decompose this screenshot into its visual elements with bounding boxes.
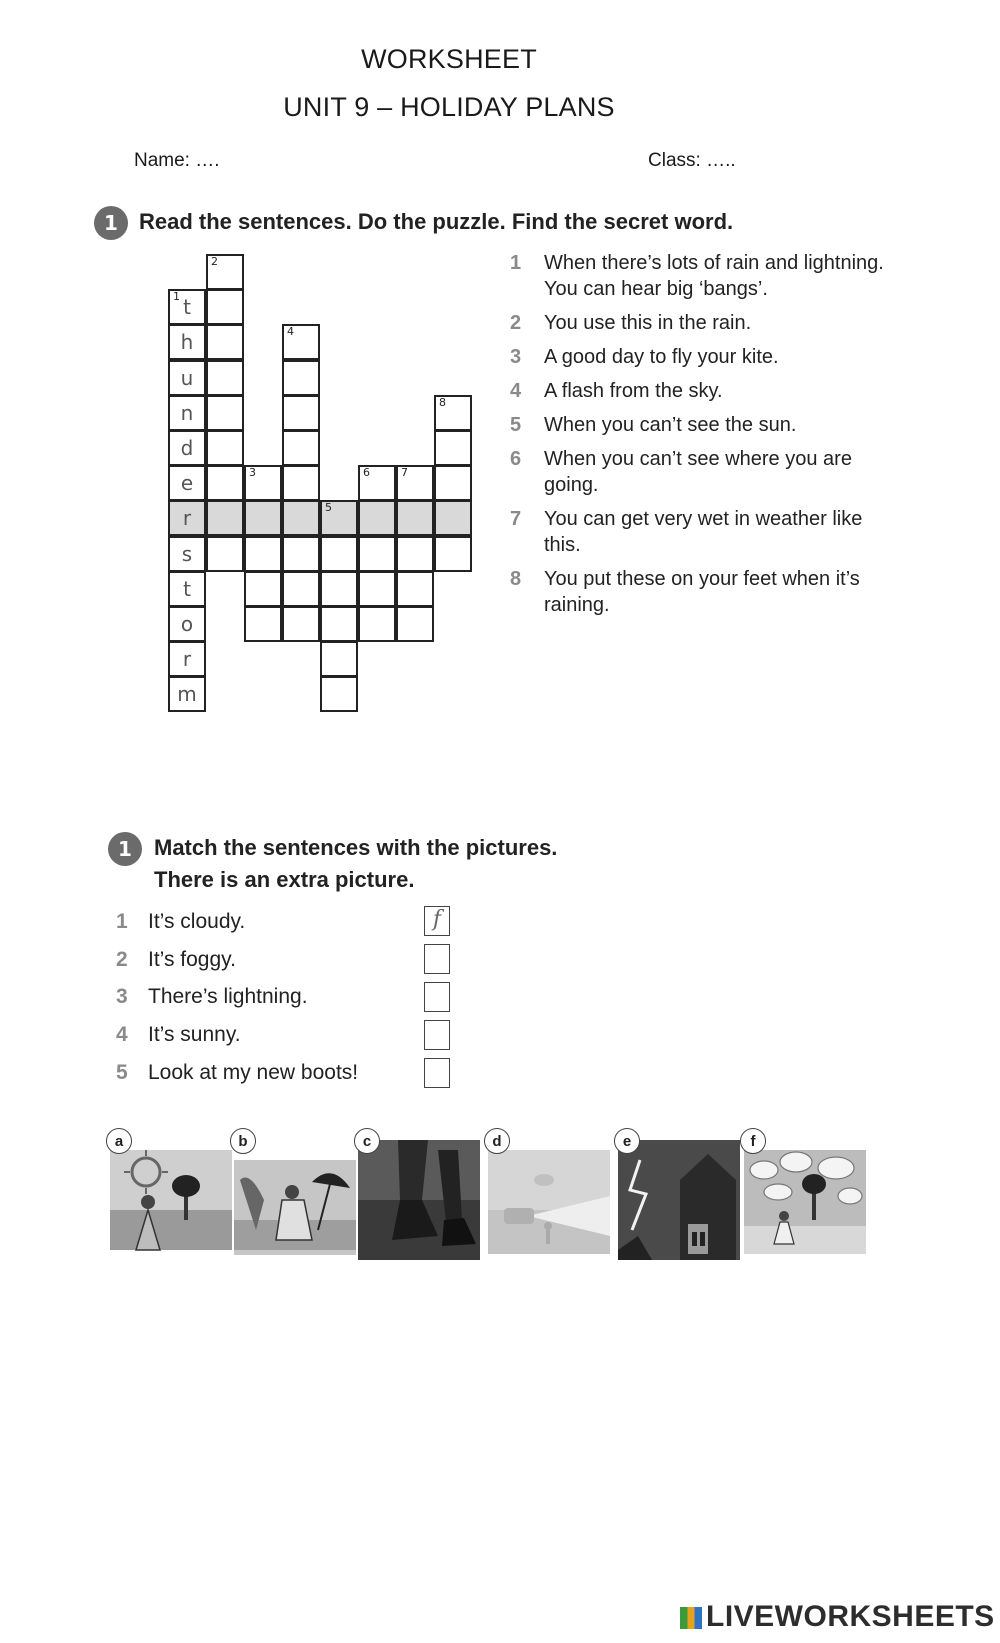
answer-box-3[interactable]: [424, 982, 450, 1012]
cell-letter: o: [180, 612, 194, 636]
class-field[interactable]: Class: …..: [648, 150, 736, 171]
clue-item: [510, 566, 890, 622]
clue-item: [510, 310, 890, 340]
logo-icon: [680, 1607, 702, 1629]
crossword-cell[interactable]: [320, 606, 358, 642]
clue-number: 2: [510, 312, 522, 334]
match-text: It’s cloudy.: [148, 910, 246, 933]
crossword-cell[interactable]: [168, 536, 206, 572]
match-number: 5: [116, 1061, 128, 1084]
crossword-cell[interactable]: [168, 676, 206, 712]
clue-item: [510, 412, 890, 442]
match-text: There’s lightning.: [148, 985, 308, 1008]
section2-number-badge: 1: [108, 832, 142, 866]
crossword-cell[interactable]: [206, 254, 244, 290]
crossword-cell[interactable]: [206, 360, 244, 396]
match-text: It’s sunny.: [148, 1023, 241, 1046]
name-field[interactable]: Name: ….: [134, 150, 220, 171]
crossword-cell[interactable]: [244, 536, 282, 572]
crossword-cell[interactable]: [282, 324, 320, 360]
clue-text: You put these on your feet when it’s raining.: [544, 568, 860, 616]
picture-d-foggy: [488, 1140, 610, 1260]
crossword-cell[interactable]: [396, 606, 434, 642]
logo-text: LIVEWORKSHEETS: [706, 1600, 995, 1633]
section1-instruction: Read the sentences. Do the puzzle. Find the secret word.: [139, 209, 734, 234]
crossword-cell[interactable]: [168, 289, 206, 325]
crossword-cell[interactable]: [358, 536, 396, 572]
clue-text: When you can’t see where you are going.: [544, 448, 852, 496]
clue-item: [510, 446, 890, 502]
section1-number-badge: 1: [94, 206, 128, 240]
clue-number: 3: [510, 346, 522, 368]
cell-clue-number: 8: [439, 395, 446, 409]
crossword-cell[interactable]: [168, 430, 206, 466]
crossword-cell[interactable]: [244, 500, 282, 536]
clue-item: [510, 378, 890, 408]
crossword-cell[interactable]: [396, 536, 434, 572]
match-number: 2: [116, 948, 128, 971]
match-number: 3: [116, 985, 128, 1008]
answer-box-2[interactable]: [424, 944, 450, 974]
cell-letter: h: [180, 330, 194, 355]
crossword-cell[interactable]: [168, 360, 206, 396]
crossword-cell[interactable]: [282, 430, 320, 466]
section2-instruction-line1: Match the sentences with the pictures.: [154, 835, 558, 860]
cell-clue-number: 6: [363, 466, 370, 480]
answer-box-1[interactable]: f: [424, 906, 450, 936]
crossword-cell[interactable]: [282, 500, 320, 536]
worksheet-title: WORKSHEET: [361, 44, 537, 74]
crossword-cell[interactable]: [168, 606, 206, 642]
crossword-cell[interactable]: [282, 536, 320, 572]
crossword-cell[interactable]: [358, 571, 396, 607]
cell-letter: e: [180, 471, 194, 496]
cell-letter: t: [183, 576, 191, 601]
cell-letter: t: [183, 295, 191, 320]
cell-letter: m: [177, 682, 197, 707]
crossword-cell[interactable]: [434, 500, 472, 536]
picture-e-lightning: [618, 1140, 740, 1260]
cell-letter: s: [181, 541, 193, 566]
picture-a-sunny: [110, 1140, 232, 1260]
picture-label-d: d: [484, 1128, 510, 1154]
crossword-cell[interactable]: [168, 641, 206, 677]
crossword-cell[interactable]: [320, 641, 358, 677]
picture-b-windy: [234, 1140, 356, 1260]
crossword-cell[interactable]: [168, 324, 206, 360]
section2-instruction-line2: There is an extra picture.: [154, 867, 415, 892]
cell-letter: n: [180, 400, 194, 425]
crossword-cell[interactable]: [206, 536, 244, 572]
clue-item: [510, 250, 890, 306]
cell-letter: r: [182, 647, 192, 672]
crossword-cell[interactable]: [206, 500, 244, 536]
crossword-cell[interactable]: [358, 500, 396, 536]
match-text: It’s foggy.: [148, 948, 236, 971]
crossword-cell[interactable]: [168, 571, 206, 607]
crossword-cell[interactable]: [320, 536, 358, 572]
cell-clue-number: 4: [287, 325, 294, 339]
crossword-cell[interactable]: [244, 606, 282, 642]
liveworksheets-logo: [680, 1600, 995, 1634]
picture-label-c: c: [354, 1128, 380, 1154]
crossword-cell[interactable]: [206, 430, 244, 466]
crossword-cell[interactable]: [206, 395, 244, 431]
cell-clue-number: 1: [173, 290, 180, 304]
cell-clue-number: 5: [325, 501, 332, 515]
crossword-cell[interactable]: [434, 536, 472, 572]
picture-label-b: b: [230, 1128, 256, 1154]
match-number: 4: [116, 1023, 128, 1046]
clue-number: 5: [510, 414, 522, 436]
clue-number: 7: [510, 508, 522, 530]
clue-number: 6: [510, 448, 522, 470]
clue-number: 8: [510, 568, 522, 590]
crossword-cell[interactable]: [206, 289, 244, 325]
crossword-cell[interactable]: [358, 606, 396, 642]
answer-box-5[interactable]: [424, 1058, 450, 1088]
clue-number: 4: [510, 380, 522, 402]
crossword-cell[interactable]: [244, 465, 282, 501]
crossword-cell[interactable]: [168, 465, 206, 501]
crossword-cell[interactable]: [244, 571, 282, 607]
crossword-cell[interactable]: [168, 395, 206, 431]
clue-item: [510, 506, 890, 562]
crossword-cell[interactable]: [396, 465, 434, 501]
match-text: Look at my new boots!: [148, 1061, 359, 1084]
match-number: 1: [116, 910, 128, 933]
crossword-cell[interactable]: [282, 606, 320, 642]
cell-clue-number: 7: [401, 466, 408, 480]
crossword-cell[interactable]: [282, 465, 320, 501]
clue-text: When there’s lots of rain and lightning. You can hear big ‘bangs’.: [544, 252, 884, 300]
cell-clue-number: 2: [211, 255, 218, 268]
cell-letter: r: [182, 506, 192, 531]
crossword-cell[interactable]: [320, 571, 358, 607]
crossword-cell[interactable]: [434, 465, 472, 501]
crossword-cell[interactable]: [168, 500, 206, 536]
crossword-cell[interactable]: [434, 430, 472, 466]
picture-c-boots: [358, 1140, 480, 1260]
crossword-cell[interactable]: [282, 395, 320, 431]
clue-text: You use this in the rain.: [544, 312, 752, 334]
clue-text: A flash from the sky.: [544, 380, 723, 402]
crossword-cell[interactable]: [434, 395, 472, 431]
crossword-cell[interactable]: [358, 465, 396, 501]
clue-text: When you can’t see the sun.: [544, 414, 797, 436]
cell-clue-number: 3: [249, 466, 256, 480]
cell-letter: u: [180, 365, 194, 390]
clue-number: 1: [510, 252, 522, 274]
crossword-cell[interactable]: [206, 465, 244, 501]
crossword-cell[interactable]: [206, 324, 244, 360]
clue-text: A good day to fly your kite.: [544, 346, 779, 368]
clue-text: You can get very wet in weather like this.: [544, 508, 863, 556]
crossword-cell[interactable]: [396, 571, 434, 607]
picture-label-f: f: [740, 1128, 766, 1154]
cell-letter: d: [180, 436, 194, 460]
crossword-cell[interactable]: [320, 676, 358, 712]
crossword-cell[interactable]: [282, 571, 320, 607]
answer-box-4[interactable]: [424, 1020, 450, 1050]
crossword-cell[interactable]: [396, 500, 434, 536]
picture-f-cloudy: [744, 1140, 866, 1260]
picture-label-e: e: [614, 1128, 640, 1154]
picture-label-a: a: [106, 1128, 132, 1154]
clue-item: [510, 344, 890, 374]
crossword-cell[interactable]: [282, 360, 320, 396]
crossword-cell[interactable]: [320, 500, 358, 536]
unit-title: UNIT 9 – HOLIDAY PLANS: [283, 92, 615, 122]
